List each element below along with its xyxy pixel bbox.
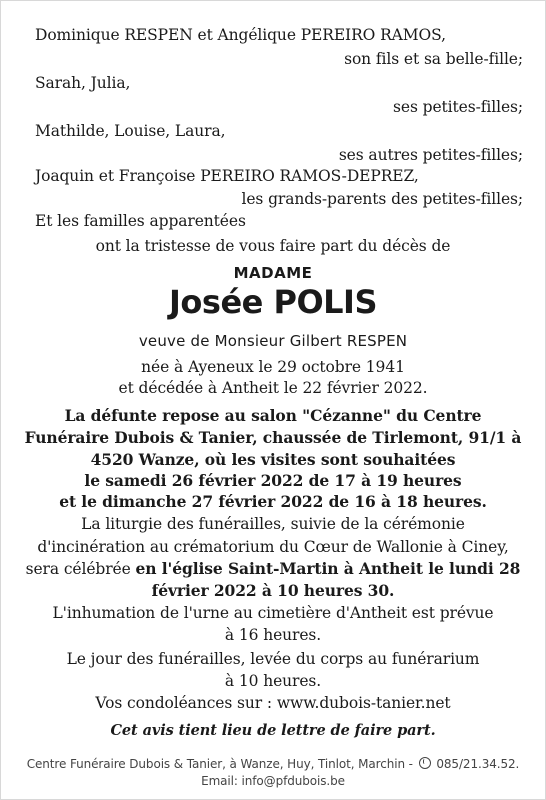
family-role-3: ses autres petites-filles;: [338, 146, 523, 164]
widow-of: veuve de Monsieur Gilbert RESPEN: [138, 332, 408, 350]
liturgy-line-2: d'incinération au crématorium du Cœur de Wallonie à Ciney,: [37, 538, 509, 556]
footer-phone: 085/21.34.52.: [436, 757, 520, 771]
birth-info: née à Ayeneux le 29 octobre 1941: [141, 358, 405, 376]
announcement: ont la tristesse de vous faire part du décès de: [95, 237, 451, 255]
visitation-line-4: le samedi 26 février 2022 de 17 à 19 heures: [84, 471, 462, 490]
liturgy-normal-text: sera célébrée: [25, 560, 136, 578]
visitation-line-3: 4520 Wanze, où les visites sont souhaitées: [90, 450, 456, 469]
liturgy-church-text: en l'église Saint-Martin à Antheit le lundi 28: [135, 559, 521, 578]
death-info: et décédée à Antheit le 22 février 2022.: [118, 379, 428, 397]
burial-line-1: L'inhumation de l'urne au cimetière d'Antheit est prévue: [52, 604, 494, 622]
family-line-5: Et les familles apparentées: [35, 212, 246, 230]
footer-email[interactable]: Email: info@pfdubois.be: [201, 774, 345, 788]
family-role-4: les grands-parents des petites-filles;: [241, 190, 523, 208]
footer-company: [1, 756, 545, 772]
liturgy-line-1: La liturgie des funérailles, suivie de la cérémonie: [81, 515, 465, 533]
family-role-1: son fils et sa belle-fille;: [344, 50, 523, 68]
family-line-4: Joaquin et Françoise PEREIRO RAMOS-DEPREZ,: [35, 167, 419, 185]
visitation-line-1: La défunte repose au salon "Cézanne" du Centre: [64, 406, 482, 425]
notice-text: Cet avis tient lieu de lettre de faire part.: [110, 722, 436, 739]
burial-line-2: à 16 heures.: [224, 626, 322, 644]
visitation-line-2: Funéraire Dubois & Tanier, chaussée de Tirlemont, 91/1 à: [24, 428, 522, 447]
family-line-2: Sarah, Julia,: [35, 74, 131, 92]
family-role-2: ses petites-filles;: [393, 98, 523, 116]
family-line-1: Dominique RESPEN et Angélique PEREIRO RAMOS,: [35, 26, 446, 44]
departure-line-2: à 10 heures.: [224, 672, 322, 690]
footer-company-text: Centre Funéraire Dubois & Tanier, à Wanze, Huy, Tinlot, Marchin -: [26, 757, 413, 771]
family-line-3: Mathilde, Louise, Laura,: [35, 122, 226, 140]
liturgy-line-4: février 2022 à 10 heures 30.: [151, 581, 395, 600]
condolences-link[interactable]: Vos condoléances sur : www.dubois-tanier.net: [95, 694, 451, 712]
deceased-title: MADAME: [233, 264, 313, 282]
deceased-name: Josée POLIS: [169, 283, 377, 321]
phone-icon: [419, 757, 431, 769]
visitation-line-5: et le dimanche 27 février 2022 de 16 à 18 heures.: [59, 492, 487, 511]
liturgy-line-3: [1, 558, 545, 580]
departure-line-1: Le jour des funérailles, levée du corps au funérarium: [66, 650, 480, 668]
